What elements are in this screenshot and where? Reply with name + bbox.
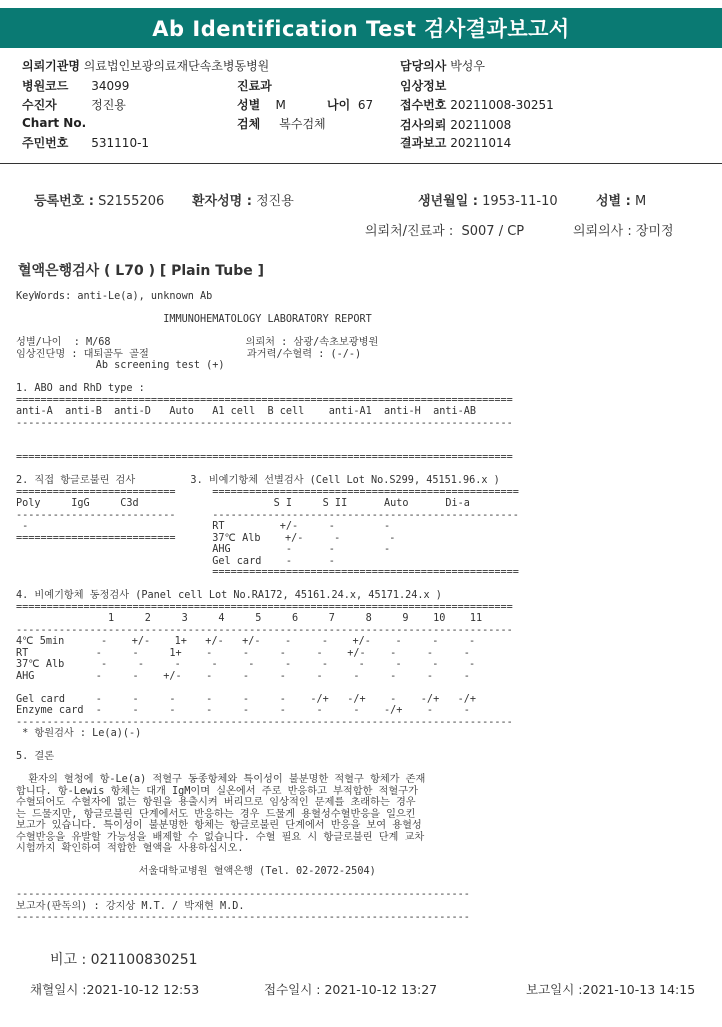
age-value: 67	[357, 98, 374, 112]
report-line: 1 2 3 4 5 6 7 8 9 10 11	[16, 613, 483, 624]
patient-dept-row	[365, 220, 524, 239]
report-line	[16, 441, 519, 453]
name-value: 정진용	[256, 194, 294, 209]
report-line: IMMUNOHEMATOLOGY LABORATORY REPORT	[16, 314, 372, 325]
report-date-label: 결과보고	[400, 136, 447, 150]
report-line: 보고가 있습니다. 특이성이 불분명한 항체는 항글로불린 단계에서 반응을 보여 용혈성	[16, 820, 422, 831]
report-line: 시험까지 확인하여 적합한 혈액을 사용하십시오.	[16, 843, 244, 854]
doctor-row	[400, 57, 485, 74]
report-line: 는 드물지만, 항글로불린 단계에서도 반응하는 경우 드물게 용혈성수혈반응을 일으킨	[16, 808, 416, 820]
id-label: 주민번호	[22, 136, 69, 150]
report-line: 1. ABO and RhD type :	[16, 383, 145, 394]
report-line	[16, 326, 519, 338]
report-line: ========================== 37℃ Alb +/- - -	[16, 532, 396, 544]
hospital-code-row	[22, 77, 129, 94]
report-line	[16, 579, 519, 591]
specimen-label: 검체	[237, 117, 261, 131]
patient-sex-row	[596, 190, 646, 209]
id-row	[22, 134, 149, 151]
name-row	[192, 190, 294, 209]
remark-value: 021100830251	[90, 952, 198, 968]
report-line: ---------------------------------------------------------------------------------	[16, 716, 513, 728]
collect-value: 2021-10-12 12:53	[86, 982, 200, 997]
report-line: Enzyme card - - - - - - - - -/+ - -	[16, 705, 470, 716]
institution-value: 의료법인보광의료재단속초병동병원	[83, 59, 270, 73]
header-divider	[0, 163, 722, 164]
report-line: - RT +/- - -	[16, 521, 391, 532]
collect-label: 채혈일시 :	[30, 982, 87, 997]
chart-label: Chart No.	[22, 116, 87, 130]
report-line: 4. 비예기항체 동정검사 (Panel cell Lot No.RA172, 45161.24.x, 45171.24.x )	[16, 590, 442, 601]
report-line: Poly IgG C3d S I S II Auto Di-a	[16, 498, 470, 509]
receive-value: 2021-10-12 13:27	[324, 982, 438, 997]
report-line: Gel card - -	[16, 555, 335, 567]
patient-doctor-label: 의뢰의사 :	[573, 224, 632, 239]
reception-value: 20211008-30251	[450, 98, 554, 112]
specimen-value: 복수검체	[279, 117, 326, 131]
patient-doctor-row	[573, 220, 674, 239]
reg-value: S2155206	[98, 194, 165, 209]
report-line	[16, 878, 519, 890]
id-value: 531110-1	[91, 136, 150, 150]
sex-label: 성별	[237, 98, 261, 112]
dept-label: 진료과	[237, 79, 272, 93]
report-time-label: 보고일시 :	[526, 982, 583, 997]
institution-label: 의뢰기관명	[22, 59, 80, 73]
report-line	[16, 682, 519, 694]
report-line: AHG - - +/- - - - - - - - -	[16, 670, 470, 682]
institution-row	[22, 57, 269, 74]
report-line: 37℃ Alb - - - - - - - - - - -	[16, 659, 476, 670]
patient-doctor-value: 장미정	[635, 224, 674, 239]
reception-row	[400, 96, 554, 113]
report-title: Ab Identification Test 검사결과보고서	[0, 8, 722, 48]
report-line: KeyWords: anti-Le(a), unknown Ab	[16, 291, 213, 302]
dob-value: 1953-11-10	[482, 194, 558, 209]
report-line: * 항원검사 : Le(a)(-)	[16, 728, 142, 739]
report-line: ---------------------------------------------------------------------------------	[16, 417, 513, 429]
patient-sex-value: M	[634, 194, 647, 209]
section-title: 혈액은행검사 ( L70 ) [ Plain Tube ]	[18, 263, 265, 279]
reception-label: 접수번호	[400, 98, 447, 112]
report-line	[16, 464, 519, 476]
receive-row	[264, 980, 437, 998]
report-line: --------------------------------------------------------------------------	[16, 912, 470, 923]
report-line	[16, 763, 519, 775]
dept-row	[237, 77, 272, 94]
sex-row	[237, 96, 286, 113]
clinical-row	[400, 77, 446, 94]
report-line: 보고자(판독의) : 강지상 M.T. / 박재현 M.D.	[16, 900, 245, 912]
report-line: Gel card - - - - - - -/+ -/+ - -/+ -/+	[16, 693, 477, 705]
age-label: 나이	[327, 98, 351, 112]
report-line: 수혈반응을 유발할 가능성을 배제할 수 없습니다. 수혈 필요 시 항글로불린 단계 교차	[16, 831, 425, 843]
report-line: 4℃ 5min - +/- 1+ +/- +/- - - +/- - - -	[16, 636, 476, 647]
clinical-label: 임상정보	[400, 79, 447, 93]
request-date-value: 20211008	[450, 118, 512, 132]
patient-row	[22, 96, 126, 113]
report-date-row	[400, 134, 511, 151]
report-line: RT - - 1+ - - - - +/- - - -	[16, 647, 470, 659]
report-line: -------------------------- --------------------------------------------------	[16, 509, 519, 521]
report-line: =================================================================================	[16, 601, 513, 613]
report-body	[16, 291, 519, 924]
receive-label: 접수일시 :	[264, 982, 321, 997]
request-date-label: 검사의뢰	[400, 118, 447, 132]
reg-row	[34, 190, 164, 209]
reg-label: 등록번호 :	[34, 194, 94, 209]
report-line: 2. 직접 항글로불린 검사 3. 비예기항체 선별검사 (Cell Lot No.S299, 45151.96.x )	[16, 475, 500, 486]
report-line	[16, 740, 519, 752]
remark-label: 비고 :	[50, 952, 87, 968]
report-time-row	[526, 980, 695, 998]
report-line: 합니다. 항-Lewis 항체는 대개 IgM이며 실온에서 주로 반응하고 부적합한 적혈구가	[16, 785, 418, 797]
report-line: =================================================================================	[16, 452, 513, 463]
report-line: ========================== ==================================================	[16, 486, 519, 498]
collect-row	[30, 980, 199, 998]
report-line: ==================================================	[16, 567, 519, 578]
report-line: ---------------------------------------------------------------------------------	[16, 624, 513, 636]
report-line: 환자의 혈청에 항-Le(a) 적혈구 동종항체와 특이성이 불분명한 적혈구 항체가 존재	[16, 774, 426, 785]
hospital-code-value: 34099	[91, 79, 130, 93]
doctor-label: 담당의사	[400, 59, 447, 73]
report-line: 성별/나이 : M/68 의뢰처 : 삼광/속초보광병원	[16, 337, 379, 348]
report-line: anti-A anti-B anti-D Auto A1 cell B cell anti-A1 anti-H anti-AB	[16, 406, 477, 417]
remark-row	[50, 949, 198, 969]
report-line	[16, 429, 519, 441]
report-line: Ab screening test (+)	[16, 360, 225, 371]
report-date-value: 20211014	[450, 136, 512, 150]
age-row	[327, 96, 373, 113]
name-label: 환자성명 :	[192, 194, 252, 209]
dob-label: 생년월일 :	[418, 194, 478, 209]
patient-dept-value: S007 / CP	[461, 224, 525, 239]
report-line: =================================================================================	[16, 394, 513, 406]
patient-sex-label: 성별 :	[596, 194, 631, 209]
report-line: 수혈되어도 수혈자에 없는 항원을 용출시켜 버리므로 임상적인 문제를 초래하는 경우	[16, 797, 416, 808]
patient-value: 정진용	[91, 98, 126, 112]
sex-value: M	[275, 98, 286, 112]
specimen-row	[237, 115, 326, 132]
hospital-code-label: 병원코드	[22, 79, 69, 93]
report-time-value: 2021-10-13 14:15	[582, 982, 696, 997]
patient-label: 수진자	[22, 98, 57, 112]
report-line: --------------------------------------------------------------------------	[16, 889, 470, 900]
dob-row	[418, 190, 558, 209]
report-line: AHG - - -	[16, 544, 391, 555]
report-line	[16, 303, 519, 315]
request-date-row	[400, 116, 511, 133]
chart-row	[22, 116, 86, 130]
report-line	[16, 372, 519, 384]
doctor-value: 박성우	[450, 59, 485, 73]
report-line: 서울대학교병원 혈액은행 (Tel. 02-2072-2504)	[16, 866, 376, 877]
report-line: 5. 결론	[16, 751, 55, 762]
report-line: 임상진단명 : 대퇴골두 골절 과거력/수혈력 : (-/-)	[16, 348, 362, 360]
report-line	[16, 855, 519, 867]
patient-dept-label: 의뢰처/진료과 :	[365, 224, 454, 239]
